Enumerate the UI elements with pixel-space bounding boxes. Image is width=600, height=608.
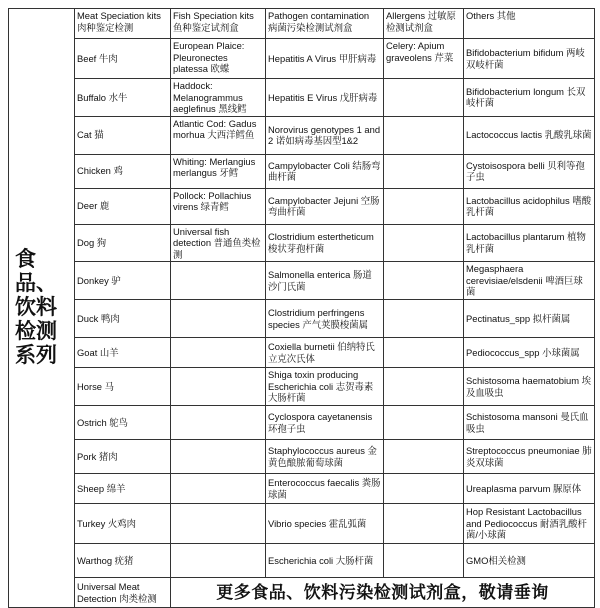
fish-cell <box>171 338 266 368</box>
other-cell: Schistosoma mansoni 曼氏血吸虫 <box>464 406 595 440</box>
other-cell: Ureaplasma parvum 脲原体 <box>464 474 595 504</box>
inquiry-note: 更多食品、饮料污染检测试剂盒，敬请垂询 <box>171 578 595 608</box>
table-row <box>9 39 595 79</box>
header-allergens: Allergens 过敏原检测试剂盒 <box>384 9 464 39</box>
header-fish-speciation: Fish Speciation kits 鱼种鉴定试剂盒 <box>171 9 266 39</box>
fish-cell <box>171 300 266 338</box>
pathogen-cell: Coxiella burnetii 伯纳特氏立克次氏体 <box>266 338 384 368</box>
allergen-cell <box>384 154 464 188</box>
table-row <box>9 188 595 224</box>
pathogen-cell: Campylobacter Coli 结肠弯曲杆菌 <box>266 154 384 188</box>
other-cell: Schistosoma haematobium 埃及血吸虫 <box>464 368 595 406</box>
meat-cell: Beef 牛肉 <box>75 39 171 79</box>
fish-cell: Pollock: Pollachius virens 绿青鳕 <box>171 188 266 224</box>
fish-cell <box>171 440 266 474</box>
table-row <box>9 406 595 440</box>
table-row <box>9 338 595 368</box>
allergen-cell <box>384 338 464 368</box>
meat-cell: Dog 狗 <box>75 224 171 262</box>
allergen-cell <box>384 116 464 154</box>
header-row <box>9 9 595 39</box>
meat-cell: Deer 鹿 <box>75 188 171 224</box>
meat-cell: Sheep 绵羊 <box>75 474 171 504</box>
category-label: 食品、饮料检测系列 <box>9 9 75 608</box>
meat-cell: Turkey 火鸡肉 <box>75 504 171 544</box>
table-row <box>9 116 595 154</box>
universal-meat-cell: Universal Meat Detection 肉类检测 <box>75 578 171 608</box>
fish-cell <box>171 544 266 578</box>
allergen-cell <box>384 188 464 224</box>
pathogen-cell: Hepatitis A Virus 甲肝病毒 <box>266 39 384 79</box>
pathogen-cell: Staphylococcus aureus 金黄色酿脓葡萄球菌 <box>266 440 384 474</box>
allergen-cell <box>384 224 464 262</box>
allergen-cell: Celery: Apium graveolens 芹菜 <box>384 39 464 79</box>
pathogen-cell: Enterococcus faecalis 粪肠球菌 <box>266 474 384 504</box>
table-row <box>9 440 595 474</box>
pathogen-cell: Clostridium estertheticum 梭状芽孢杆菌 <box>266 224 384 262</box>
allergen-cell <box>384 544 464 578</box>
other-cell: GMO相关检测 <box>464 544 595 578</box>
other-cell: Streptococcus pneumoniae 肺炎双球菌 <box>464 440 595 474</box>
pathogen-cell: Clostridium perfringens species 产气荚膜梭菌属 <box>266 300 384 338</box>
allergen-cell <box>384 440 464 474</box>
allergen-cell <box>384 474 464 504</box>
fish-cell <box>171 368 266 406</box>
other-cell: Lactobacillus acidophilus 嗜酸乳杆菌 <box>464 188 595 224</box>
fish-cell: Universal fish detection 普通鱼类检测 <box>171 224 266 262</box>
fish-cell <box>171 474 266 504</box>
meat-cell: Ostrich 鸵鸟 <box>75 406 171 440</box>
table-row <box>9 300 595 338</box>
pathogen-cell: Campylobacter Jejuni 空肠弯曲杆菌 <box>266 188 384 224</box>
meat-cell: Duck 鸭肉 <box>75 300 171 338</box>
other-cell: Cystoisospora belli 贝利等孢子虫 <box>464 154 595 188</box>
table-row <box>9 544 595 578</box>
other-cell: Pediococcus_spp 小球菌属 <box>464 338 595 368</box>
other-cell: Pectinatus_spp 拟杆菌属 <box>464 300 595 338</box>
meat-cell: Chicken 鸡 <box>75 154 171 188</box>
meat-cell: Horse 马 <box>75 368 171 406</box>
header-pathogen: Pathogen contamination 病菌污染检测试剂盒 <box>266 9 384 39</box>
other-cell: Bifidobacterium bifidum 两岐双岐杆菌 <box>464 39 595 79</box>
fish-cell <box>171 504 266 544</box>
table-row <box>9 154 595 188</box>
meat-cell: Donkey 驴 <box>75 262 171 300</box>
allergen-cell <box>384 406 464 440</box>
header-others: Others 其他 <box>464 9 595 39</box>
allergen-cell <box>384 79 464 117</box>
table-row <box>9 79 595 117</box>
allergen-cell <box>384 504 464 544</box>
table-row <box>9 504 595 544</box>
allergen-cell <box>384 300 464 338</box>
fish-cell: Atlantic Cod: Gadus morhua 大西洋鳕鱼 <box>171 116 266 154</box>
fish-cell <box>171 406 266 440</box>
other-cell: Megasphaera cerevisiae/elsdenii 啤酒巨球菌 <box>464 262 595 300</box>
pathogen-cell: Shiga toxin producing Escherichia coli 志贺毒素大肠杆菌 <box>266 368 384 406</box>
other-cell: Bifidobacterium longum 长双岐杆菌 <box>464 79 595 117</box>
table-row <box>9 474 595 504</box>
other-cell: Lactococcus lactis 乳酸乳球菌 <box>464 116 595 154</box>
table-row <box>9 224 595 262</box>
footer-row <box>9 578 595 608</box>
meat-cell: Pork 猪肉 <box>75 440 171 474</box>
pathogen-cell: Cyclospora cayetanensis 环孢子虫 <box>266 406 384 440</box>
pathogen-cell: Escherichia coli 大肠杆菌 <box>266 544 384 578</box>
pathogen-cell: Norovirus genotypes 1 and 2 诺如病毒基因型1&2 <box>266 116 384 154</box>
pathogen-cell: Hepatitis E Virus 戊肝病毒 <box>266 79 384 117</box>
allergen-cell <box>384 262 464 300</box>
header-meat-speciation: Meat Speciation kits 肉种鉴定检测 <box>75 9 171 39</box>
meat-cell: Warthog 疣猪 <box>75 544 171 578</box>
pathogen-cell: Vibrio species 霍乱弧菌 <box>266 504 384 544</box>
allergen-cell <box>384 368 464 406</box>
table-row <box>9 262 595 300</box>
fish-cell: Whiting: Merlangius merlangus 牙鳕 <box>171 154 266 188</box>
pathogen-cell: Salmonella enterica 肠道沙门氏菌 <box>266 262 384 300</box>
other-cell: Lactobacillus plantarum 植物乳杆菌 <box>464 224 595 262</box>
table-row <box>9 368 595 406</box>
fish-cell <box>171 262 266 300</box>
meat-cell: Buffalo 水牛 <box>75 79 171 117</box>
fish-cell: Haddock: Melanogrammus aeglefinus 黑线鳕 <box>171 79 266 117</box>
meat-cell: Goat 山羊 <box>75 338 171 368</box>
meat-cell: Cat 猫 <box>75 116 171 154</box>
other-cell: Hop Resistant Lactobacillus and Pediococcus 耐酒乳酸杆菌/小球菌 <box>464 504 595 544</box>
food-beverage-kit-table <box>8 8 595 608</box>
fish-cell: European Plaice: Pleuronectes platessa 欧蝶 <box>171 39 266 79</box>
